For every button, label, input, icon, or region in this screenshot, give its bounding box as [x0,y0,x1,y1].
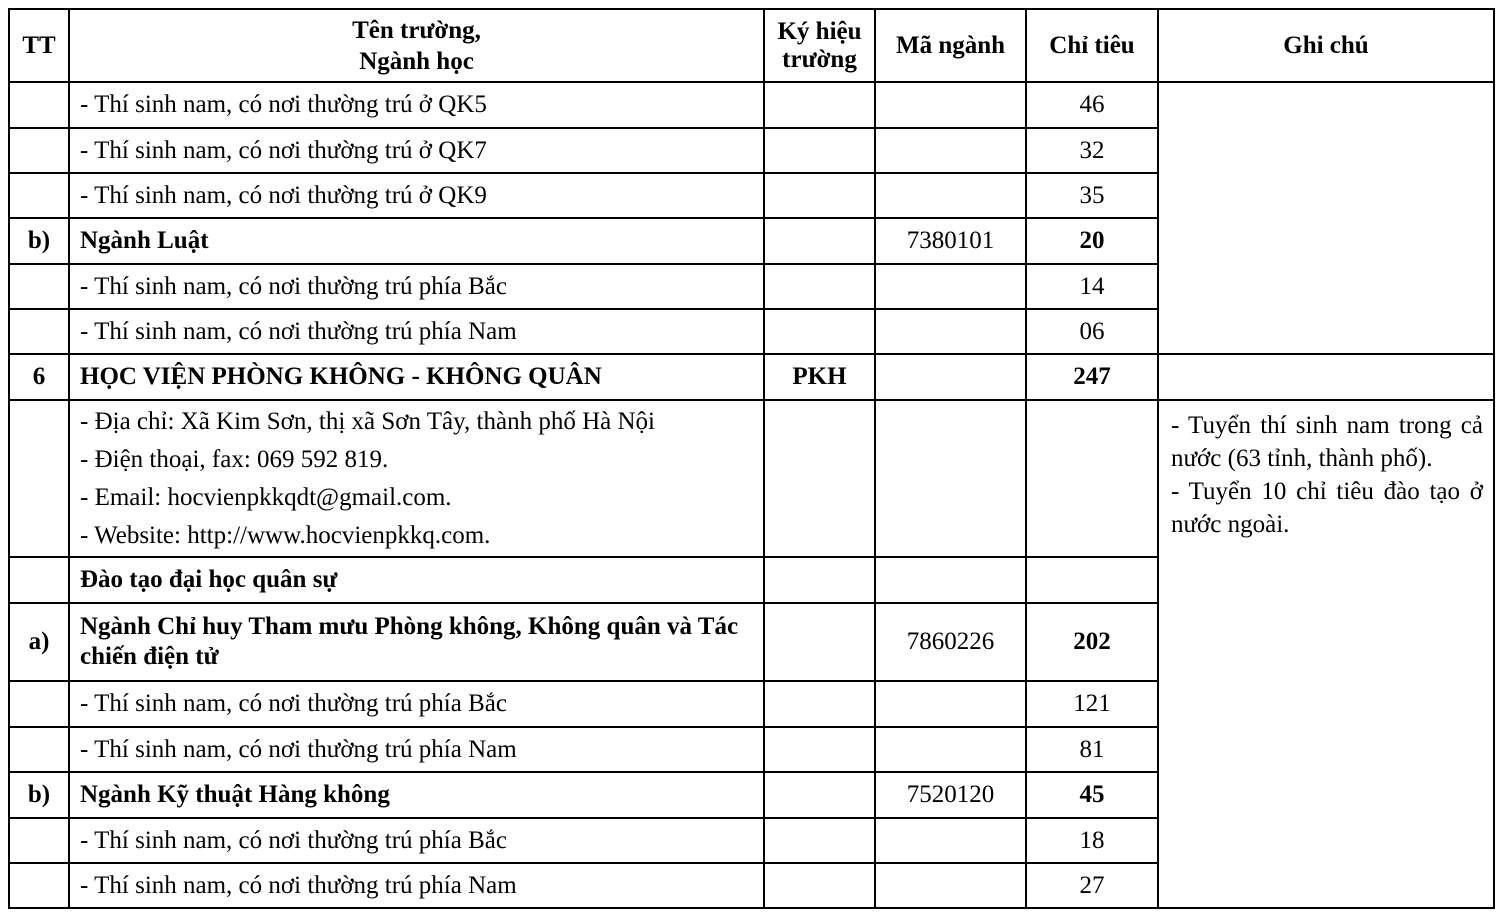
cell-name: - Thí sinh nam, có nơi thường trú phía Bắc [69,264,764,309]
table-row-contact [9,400,1494,557]
cell-quota: 81 [1026,727,1158,772]
header-code: Mã ngành [875,9,1026,82]
cell-code [875,818,1026,863]
table-row-school [9,354,1494,400]
cell-quota: 202 [1026,603,1158,681]
cell-tt [9,681,69,727]
cell-symbol [764,603,875,681]
cell-tt [9,557,69,603]
cell-quota: 121 [1026,681,1158,727]
cell-code [875,354,1026,400]
cell-name: - Thí sinh nam, có nơi thường trú phía Nam [69,309,764,354]
cell-tt [9,173,69,218]
cell-code [875,309,1026,354]
cell-name: - Thí sinh nam, có nơi thường trú phía Nam [69,727,764,772]
cell-name: - Thí sinh nam, có nơi thường trú ở QK5 [69,82,764,128]
cell-section-name: Đào tạo đại học quân sự [69,557,764,603]
header-symbol-line2: trường [782,45,857,73]
cell-symbol [764,727,875,772]
cell-symbol [764,82,875,128]
cell-tt: b) [9,772,69,818]
cell-symbol [764,772,875,818]
cell-tt [9,264,69,309]
cell-note-empty [1158,82,1494,354]
cell-note-pkh [1158,400,1494,908]
cell-contact-info [69,400,764,557]
cell-symbol [764,264,875,309]
cell-name: Ngành Luật [69,218,764,264]
cell-code: 7520120 [875,772,1026,818]
cell-code [875,400,1026,557]
cell-symbol [764,309,875,354]
cell-quota [1026,557,1158,603]
cell-code [875,128,1026,173]
cell-tt [9,128,69,173]
cell-quota: 46 [1026,82,1158,128]
cell-symbol [764,128,875,173]
cell-name: - Thí sinh nam, có nơi thường trú phía Bắc [69,681,764,727]
cell-code [875,727,1026,772]
cell-name: - Thí sinh nam, có nơi thường trú ở QK7 [69,128,764,173]
cell-code [875,82,1026,128]
cell-quota: 06 [1026,309,1158,354]
cell-quota: 35 [1026,173,1158,218]
cell-symbol [764,218,875,264]
header-row [9,9,1494,82]
cell-name: Ngành Chỉ huy Tham mưu Phòng không, Không quân và Tác chiến điện tử [69,603,764,681]
cell-quota: 32 [1026,128,1158,173]
cell-symbol [764,400,875,557]
header-symbol-line1: Ký hiệu [777,17,862,45]
cell-tt: a) [9,603,69,681]
cell-quota: 20 [1026,218,1158,264]
cell-name: Ngành Kỹ thuật Hàng không [69,772,764,818]
cell-symbol [764,557,875,603]
cell-quota: 14 [1026,264,1158,309]
cell-tt [9,818,69,863]
cell-tt [9,727,69,772]
cell-code [875,863,1026,908]
header-name-line1: Tên trường, [352,16,481,44]
cell-tt [9,400,69,557]
header-tt: TT [9,9,69,82]
note-line-2: - Tuyển 10 chỉ tiêu đào tạo ở nước ngoài. [1171,478,1483,538]
cell-symbol [764,681,875,727]
cell-quota [1026,400,1158,557]
cell-quota: 247 [1026,354,1158,400]
cell-tt: b) [9,218,69,264]
header-name [69,9,764,82]
contact-phone: - Điện thoại, fax: 069 592 819. [80,445,389,473]
cell-quota: 18 [1026,818,1158,863]
header-symbol [764,9,875,82]
cell-code: 7860226 [875,603,1026,681]
header-name-line2: Ngành học [359,47,474,75]
note-line-1: - Tuyển thí sinh nam trong cả nước (63 tỉnh, thành phố). [1171,412,1483,472]
contact-email: - Email: hocvienpkkqdt@gmail.com. [80,483,452,511]
cell-tt [9,863,69,908]
header-quota: Chỉ tiêu [1026,9,1158,82]
cell-school-name: HỌC VIỆN PHÒNG KHÔNG - KHÔNG QUÂN [69,354,764,400]
cell-tt [9,82,69,128]
cell-name: - Thí sinh nam, có nơi thường trú ở QK9 [69,173,764,218]
cell-symbol [764,818,875,863]
cell-symbol [764,173,875,218]
cell-code [875,173,1026,218]
cell-quota: 27 [1026,863,1158,908]
table-row [9,82,1494,128]
header-note: Ghi chú [1158,9,1494,82]
cell-tt: 6 [9,354,69,400]
cell-code: 7380101 [875,218,1026,264]
cell-name: - Thí sinh nam, có nơi thường trú phía Nam [69,863,764,908]
cell-symbol [764,863,875,908]
admission-quota-table [8,8,1495,909]
contact-website: - Website: http://www.hocvienpkkq.com. [80,521,491,549]
cell-code [875,264,1026,309]
cell-code [875,557,1026,603]
cell-quota: 45 [1026,772,1158,818]
cell-symbol: PKH [764,354,875,400]
cell-note-empty [1158,354,1494,400]
contact-address: - Địa chỉ: Xã Kim Sơn, thị xã Sơn Tây, thành phố Hà Nội [80,407,655,435]
cell-name: - Thí sinh nam, có nơi thường trú phía Bắc [69,818,764,863]
cell-code [875,681,1026,727]
cell-tt [9,309,69,354]
